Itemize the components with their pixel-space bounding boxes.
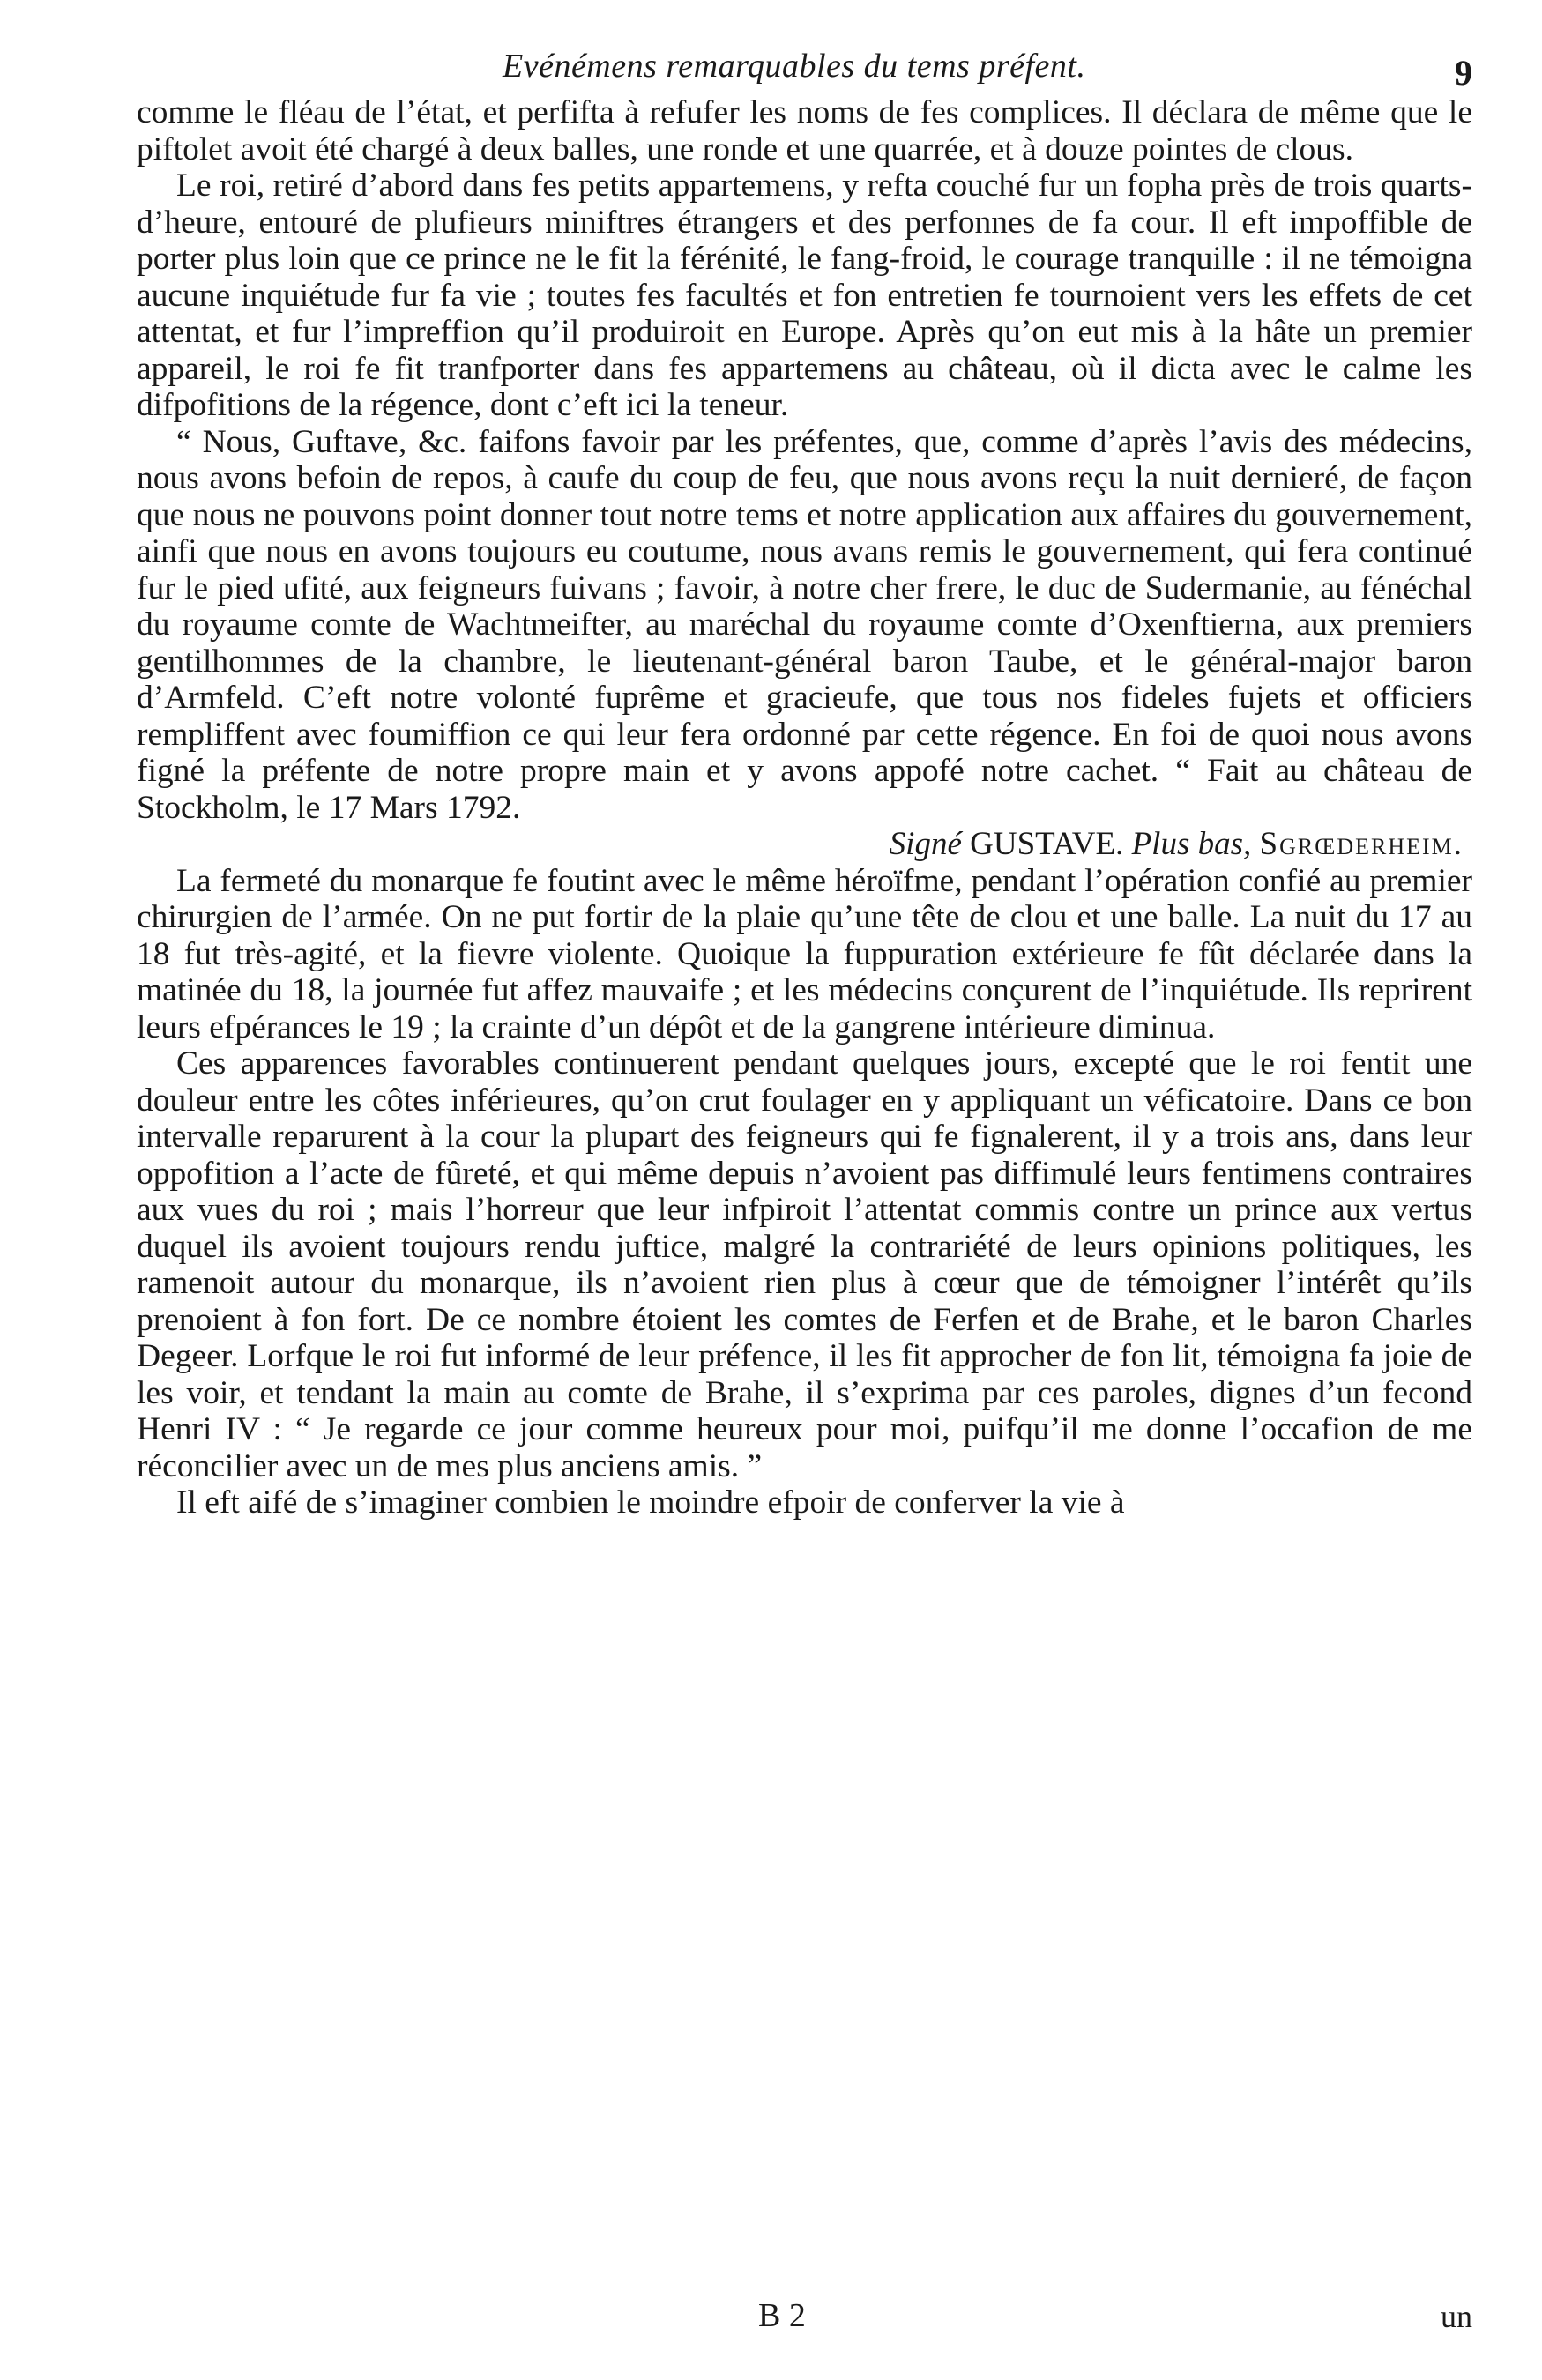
signature-mark: B 2 (758, 2297, 806, 2334)
body-text (137, 94, 1472, 1521)
page (137, 40, 1472, 1521)
running-head: Evénémens remarquables du tems préfent. (503, 48, 1086, 85)
paragraph-2: Le roi, retiré d’abord dans fes petits appartemens, y refta couché fur un fopha près de trois quarts-d’heure, entouré de plufieurs miniftres étrangers et des perfonnes de fa cour. Il eft impoffible de porter plus loin que ce prince ne le fit la férénité, le fang-froid, le courage tranquille : il ne témoigna aucune inquiétude fur fa vie ; toutes fes facultés et fon entretien fe tournoient vers les effets de cet attentat, et fur l’impreffion qu’il produiroit en Europe. Après qu’on eut mis à la hâte un premier appareil, le roi fe fit tranfporter dans fes appartemens au château, où il dicta avec le calme les difpofitions de la régence, dont c’eft ici la teneur. (137, 167, 1472, 423)
page-footer (137, 2296, 1472, 2340)
king-name: GUSTAVE. (970, 826, 1124, 862)
page-number: 9 (1455, 53, 1472, 93)
catchword: un (1441, 2299, 1472, 2334)
plus-bas-label: Plus bas, (1131, 826, 1252, 862)
page-header (137, 40, 1472, 94)
paragraph-5: Ces apparences favorables continuerent pendant quelques jours, excepté que le roi fentit une douleur entre les côtes inférieures, qu’on crut foulager en y appliquant un véficatoire. Dans ce bon intervalle reparurent à la cour la plupart des feigneurs qui fe fignalerent, il y a trois ans, dans leur oppofition a l’acte de fûreté, et qui même depuis n’avoient pas diffimulé leurs fentimens contraires aux vues du roi ; mais l’horreur que leur infpiroit l’attentat commis contre un prince aux vertus duquel ils avoient toujours rendu juftice, malgré la contrariété de leurs opinions politiques, les ramenoit autour du monarque, ils n’avoient rien plus à cœur que de témoigner l’intérêt qu’ils prenoient à fon fort. De ce nombre étoient les comtes de Ferfen et de Brahe, et le baron Charles Degeer. Lorfque le roi fut informé de leur préfence, il les fit approcher de fon lit, témoigna fa joie de les voir, et tendant la main au comte de Brahe, il s’exprima par ces paroles, dignes d’un fecond Henri IV : “ Je regarde ce jour comme heureux pour moi, puifqu’il me donne l’occafion de me réconcilier avec un de mes plus anciens amis. ” (137, 1045, 1472, 1484)
paragraph-6: Il eft aifé de s’imaginer combien le moindre efpoir de conferver la vie à (176, 1484, 1125, 1521)
paragraph-4: La fermeté du monarque fe foutint avec le même héroïfme, pendant l’opération confié au premier chirurgien de l’armée. On ne put fortir de la plaie qu’une tête de clou et une balle. La nuit du 17 au 18 fut très-agité, et la fievre violente. Quoique la fuppuration extérieure fe fût déclarée dans la matinée du 18, la journée fut affez mauvaife ; et les médecins conçurent de l’inquiétude. Ils reprirent leurs efpérances le 19 ; la crainte d’un dépôt et de la gangrene intérieure diminua. (137, 862, 1472, 1045)
signe-label: Signé (889, 826, 962, 862)
decree-signature (137, 826, 1472, 863)
paragraph-3-decree: “ Nous, Guftave, &c. faifons favoir par les préfentes, que, comme d’après l’avis des médecins, nous avons befoin de repos, à caufe du coup de feu, que nous avons reçu la nuit dernieré, de façon que nous ne pouvons point donner tout notre tems et notre application aux affaires du gouvernement, ainfi que nous en avons toujours eu coutume, nous avans remis le gouvernement, qui fera continué fur le pied ufité, aux feigneurs fuivans ; favoir, à notre cher frere, le duc de Sudermanie, au fénéchal du royaume comte de Wachtmeifter, au maréchal du royaume comte d’Oxenftierna, aux premiers gentilhommes de la chambre, le lieutenant-général baron Taube, et le général-major baron d’Armfeld. C’eft notre volonté fuprême et gracieufe, que tous nos fideles fujets et officiers rempliffent avec foumiffion ce qui leur fera ordonné par cette régence. En foi de quoi nous avons figné la préfente de notre propre main et y avons appofé notre cachet. “ Fait au château de Stockholm, le 17 Mars 1792. (137, 423, 1472, 826)
countersign-name: Sgrœderheim. (1259, 826, 1464, 862)
paragraph-1: comme le fléau de l’état, et perfifta à refufer les noms de fes complices. Il déclara de même que le piftolet avoit été chargé à deux balles, une ronde et une quarrée, et à douze pointes de clous. (137, 94, 1472, 167)
